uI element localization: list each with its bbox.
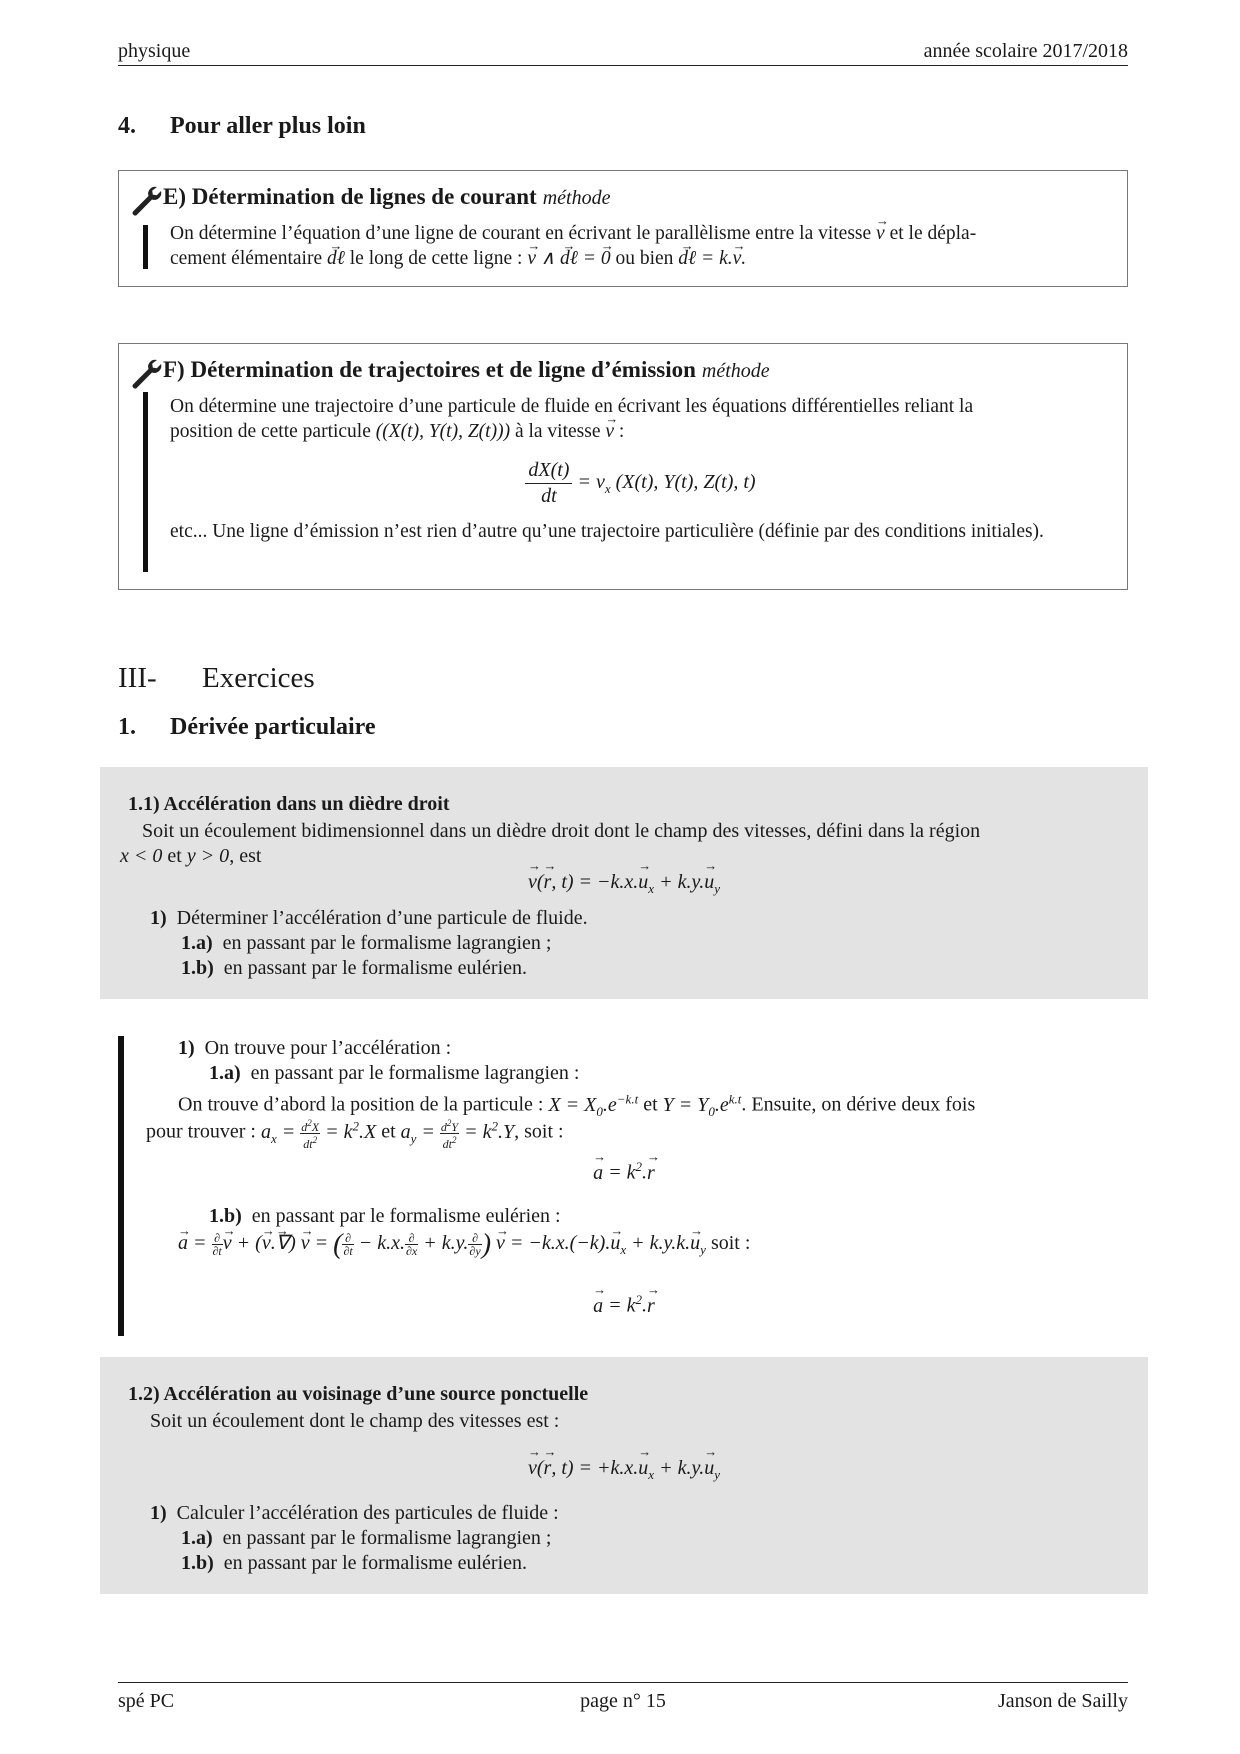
velocity-equation: → v(→ r, $t) = -k.x.\to u_x + k.y.\to u_y$ [100,871,1148,897]
header-year: année scolaire 2017/2018 [923,40,1128,62]
footer-school: Janson de Sailly [998,1690,1128,1712]
acceleration-equation: → $a = k^2.\to r$ [118,1292,1130,1318]
method-title-text: F) Détermination de trajectoires et de ligne d’émission [163,357,696,382]
section-number: 4. [118,113,136,139]
chapter-heading [118,662,315,695]
question: 1.b) en passant par le formalisme eulérien. [181,957,528,979]
exercise-intro: Soit un écoulement dont le champ des vitesses est : [150,1410,560,1432]
section-title: Pour aller plus loin [170,113,366,139]
exercise-box-1-1 [100,767,1148,999]
section-heading [118,113,366,140]
method-tag: méthode [701,360,770,382]
method-title [163,357,770,383]
method-bar [143,225,148,269]
section-title: Dérivée particulaire [170,714,376,740]
header-subject: physique [118,40,191,62]
solution-line: pour trouver : $a_x$ = $\frac{d^2X}{dt^2}$ = $k^2.X$ et $a_y$ = $\frac{d^2Y}{dt^2}$ = $k^2.Y$, soit : [146,1117,564,1151]
section-number: 1. [118,714,136,740]
footer-class: spé PC [118,1690,175,1712]
solution-line: → a = ∂ ∂t → v + (→ v.→ ∇) → v = ( ∂ ∂t − k.x. ∂ ∂x + k.y. ∂ ∂y ) → $v = -k.x.(-k).\to u_x + k.y.k.\to u_y$ soit : [178,1231,750,1262]
display-equation: $\frac{dX(t)}{dt}$ = $v_x$ (X(t), Y(t), Z(t), t) [170,458,1111,509]
question: 1) Déterminer l’accélération d’une particule de fluide. [150,907,588,929]
wrench-icon [127,183,163,219]
solution-block [118,1036,1130,1336]
method-box-f [118,343,1128,590]
question: 1) Calculer l’accélération des particules de fluide : [150,1502,559,1524]
page-header [118,38,1128,66]
chapter-title: Exercices [202,662,315,694]
solution-line: 1.b) en passant par le formalisme eulérien : [209,1205,561,1227]
page-number: page n° 15 [580,1690,666,1712]
method-title [163,184,610,210]
solution-line: On trouve d’abord la position de la particule : $X = X_0.e^{-k.t}$ et $Y = Y_0.e^{k.t}$. Ensuite, on dérive deux fois [178,1091,976,1119]
solution-bar [118,1036,124,1336]
solution-line: 1) On trouve pour l’accélération : [178,1037,452,1059]
chapter-number: III- [118,662,157,694]
section-heading [118,714,375,741]
velocity-equation: → v(→ r, $t) = +k.x.\to u_x + k.y.\to u_y$ [100,1457,1148,1483]
question: 1.b) en passant par le formalisme eulérien. [181,1552,528,1574]
exercise-title: 1.1) Accélération dans un dièdre droit [128,793,450,815]
solution-line: 1.a) en passant par le formalisme lagrangien : [209,1062,580,1084]
footer-rule [118,1682,1128,1683]
method-title-text: E) Détermination de lignes de courant [163,184,537,209]
exercise-intro: Soit un écoulement bidimensionnel dans un dièdre droit dont le champ des vitesses, défini dans la région [142,820,981,842]
exercise-intro-cont: x < 0 et y > 0, est [120,845,262,867]
exercise-title: 1.2) Accélération au voisinage d’une source ponctuelle [128,1383,589,1405]
method-box-e [118,170,1128,287]
method-bar [143,392,148,572]
header-rule [118,65,1128,66]
acceleration-equation: → $a = k^2.\to r$ [118,1159,1130,1185]
method-tag: méthode [542,187,611,209]
question: 1.a) en passant par le formalisme lagrangien ; [181,1527,552,1549]
wrench-icon [127,356,163,392]
question: 1.a) en passant par le formalisme lagrangien ; [181,932,552,954]
method-body: On détermine l’équation d’une ligne de courant en écrivant le parallèlisme entre la vitesse → v et le dépla- cement élémentaire → dℓ le long de cette ligne : → v ∧ → dℓ = → 0 ou bien → dℓ = k.→ v. [170,221,1111,271]
exercise-box-1-2 [100,1357,1148,1594]
method-body: On détermine une trajectoire d’une particule de fluide en écrivant les équations différentielles reliant la position de cette particule ((X(t), Y(t), Z(t))) à la vitesse → v : $\frac{dX(t)}{dt}$ = $v_x$ (X(t), Y(t), Z(t), t) etc... Une ligne d’émission n’est rien d’autre qu’une trajectoire particulière (définie par des conditions initiales). [170,394,1111,544]
